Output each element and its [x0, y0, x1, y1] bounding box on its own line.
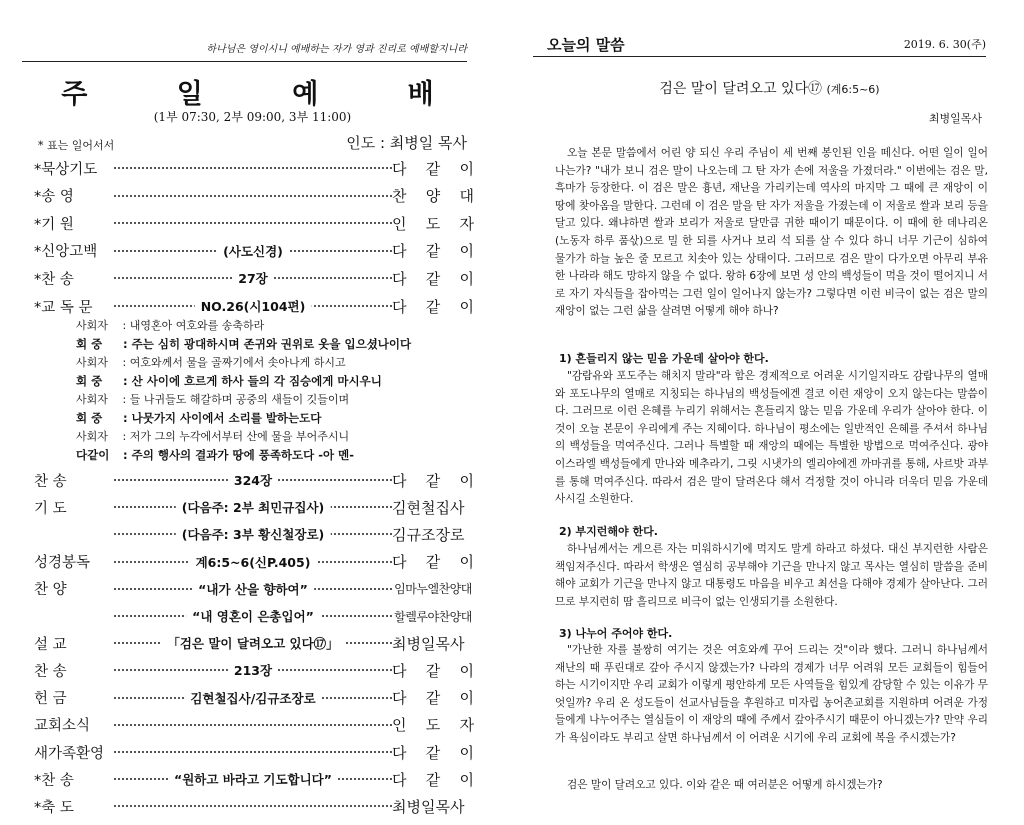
dotted-leader [114, 630, 392, 656]
order-item-participant: 인 도 자 [392, 716, 474, 735]
order-item-detail: 계6:5~6(신P.405) [190, 553, 317, 571]
order-item [34, 549, 474, 575]
dotted-leader [114, 549, 392, 575]
dotted-leader [114, 293, 392, 319]
separator: : [119, 373, 132, 388]
dotted-leader [114, 576, 392, 602]
separator: : [119, 319, 130, 332]
sermon-title-text: 검은 말이 달려오고 있다⑰ [659, 81, 822, 97]
order-item [34, 183, 474, 209]
order-item-participant: 다 같 이 [392, 743, 474, 762]
motto: 하나님은 영이시니 예배하는 자가 영과 진리로 예배할지니라 [22, 40, 467, 62]
responsive-line [76, 428, 476, 447]
order-item-detail: NO.26(시104편) [195, 297, 312, 315]
responsive-line [76, 391, 476, 410]
point-text: "감람유와 포도주는 해치지 말라"라 함은 경제적으로 어려운 시기일지라도 감람나무의 열매와 포도나무의 열매로 지칭되는 하나님의 백성들에겐 결코 이런 재앙이 오지 않는다는 말씀이다. 그러므로 이런 은혜를 누리기 위해서는 흔들리지 않는 믿음 가운데 우리가 살아야 한다. 이것이 오늘 본문이 우리에게 주는 지혜이다. 하나님이 평소에는 일반적인 은혜를 주셔서 하나님의 백성들을 먹여주신다. 그러나 특별할 때 재앙의 때에는 특별한 방법으로 먹여주신다. 광야 이스라엘 백성들에게 만나와 메추라기, 그릿 시냇가의 엘리야에겐 까마귀를 통해, 사르밧 과부를 통해 먹여주신다. 따라서 검은 말이 달려온다 해서 걱정할 것이 아니라 더욱더 믿음 가운데 사시길 소원한다. [555, 370, 988, 506]
responsive-text: 저가 그의 누각에서부터 산에 물을 부어주시니 [129, 430, 350, 443]
separator: : [119, 410, 132, 425]
dotted-leader [114, 766, 392, 792]
order-item [34, 685, 474, 711]
order-item-label: 새가족환영 [34, 745, 105, 762]
point-text: 하나님께서는 게으른 자는 미워하시기에 먹지도 말게 하라고 하셨다. 대신 부지런한 사람은 책임져주신다. 따라서 학생은 열심히 공부해야 기근을 만나지 않고 목사는 열심히 말씀을 준비해야 교회가 기근을 만나지 않고 대통령도 마음을 비우고 최선을 다해야 경제가 살아난다. 그러므로 부지런히 땀 흘리므로 비극이 없는 인생되기를 소원한다. [555, 543, 988, 608]
order-item-label: *교 독 문 [34, 299, 93, 316]
order-item-detail: (다음주: 2부 최민규집사) [176, 498, 331, 516]
order-item-label: 성경봉독 [34, 555, 91, 572]
responsive-line [76, 354, 476, 373]
order-item [34, 467, 474, 493]
order-item [34, 494, 474, 520]
order-item-label: 헌 금 [34, 691, 67, 708]
service-times: (1부 07:30, 2부 09:00, 3부 11:00) [153, 110, 352, 124]
order-item-participant: 다 같 이 [392, 242, 474, 261]
order-item [34, 265, 474, 291]
order-item [34, 293, 474, 319]
dotted-leader [114, 712, 392, 738]
dotted-leader [114, 685, 392, 711]
sermon-header [533, 34, 986, 57]
page-title: 주 일 예 배 [61, 79, 474, 110]
dotted-leader [114, 657, 392, 683]
dotted-leader [114, 494, 392, 520]
order-item-participant: 다 같 이 [392, 297, 474, 316]
order-item-detail: (다음주: 3부 황신철장로) [176, 525, 331, 543]
order-item [34, 766, 474, 792]
order-item-label: *찬 송 [34, 271, 74, 288]
order-item-participant: 임마누엘찬양대 [394, 582, 472, 597]
responsive-line [76, 336, 476, 355]
order-item [34, 210, 474, 236]
order-item-detail: 김현철집사/김규조장로 [184, 689, 321, 707]
order-item-label: 교회소식 [34, 718, 91, 735]
sermon-reference: (계6:5~6) [826, 83, 880, 96]
order-item-participant: 다 같 이 [392, 553, 474, 572]
dotted-leader [114, 155, 392, 181]
dotted-leader [114, 739, 392, 765]
sermon-preacher: 최병일목사 [928, 112, 982, 125]
order-item [34, 712, 474, 738]
order-item-participant: 김규조장로 [392, 525, 465, 544]
order-item-participant: 다 같 이 [392, 661, 474, 680]
responsive-speaker: 사회자 [76, 430, 108, 443]
order-item-label: *묵상기도 [34, 161, 98, 178]
dotted-leader [114, 265, 392, 291]
order-item-label: 찬 송 [34, 473, 67, 490]
order-item-detail: 213장 [228, 661, 278, 679]
responsive-line [76, 410, 476, 429]
order-item-participant: 찬 양 대 [392, 187, 474, 206]
order-item [34, 603, 474, 629]
order-item [34, 576, 474, 602]
point-heading: 1) 흔들리지 않는 믿음 가운데 살아야 한다. [559, 352, 769, 365]
order-item-participant: 최병일목사 [392, 634, 465, 653]
sermon-date: 2019. 6. 30(주) [903, 38, 986, 51]
dotted-leader [114, 467, 392, 493]
order-item-label: *찬 송 [34, 772, 74, 789]
responsive-text: 주는 심히 광대하시며 존귀와 권위로 옷을 입으셨나이다 [131, 336, 412, 351]
separator: : [119, 393, 130, 406]
responsive-speaker: 회 중 [76, 336, 103, 351]
order-item-participant: 최병일목사 [392, 797, 465, 816]
sermon-title [515, 78, 1024, 98]
responsive-speaker: 회 중 [76, 410, 103, 425]
dotted-leader [114, 521, 392, 547]
order-item-participant: 김현철집사 [392, 498, 465, 517]
responsive-text: 산 사이에 흐르게 하사 들의 각 짐승에게 마시우니 [131, 373, 382, 388]
order-item-participant: 다 같 이 [392, 159, 474, 178]
order-item [34, 657, 474, 683]
order-item-participant: 다 같 이 [392, 770, 474, 789]
responsive-speaker: 사회자 [76, 319, 108, 332]
responsive-reading [76, 317, 476, 465]
dotted-leader [114, 183, 392, 209]
order-item [34, 521, 474, 547]
responsive-line [76, 373, 476, 392]
sermon-intro: 오늘 본문 말씀에서 어린 양 되신 우리 주님이 세 번째 봉인된 인을 떼신다. 어떤 일이 일어나는가? "내가 보니 검은 말이 나오는데 그 탄 자가 손에 저울을 가졌더라." 이번에는 검은 말, 흑마가 등장한다. 이 검은 말은 흉년, 재난을 가리키는데 역사의 마지막 그 때에 큰 재앙이 이 땅에 찾아옴을 말한다. 그런데 이 검은 말을 탄 자가 저울을 가졌는데 이 저울로 쌀과 보리 등을 달고 있다. 왜냐하면 쌀과 보리가 저울로 달만큼 귀한 때이기 때문이다. 이 때에 한 데나리온(노동자 하루 품삯)으로 밀 한 되를 사거나 보리 석 되를 살 수 있다 하니 너무 기근이 심하여 물가가 하늘 높은 줄 모르고 치솟아 있는 상태이다. 그러므로 검은 말이 다가오면 아무리 부유한 나라라 해도 망하지 않을 수 없다. 왕하 6장에 보면 성 안의 백성들이 먹을 것이 떨어지니 서로 자기 자식들을 잡아먹는 그런 일이 일어나지 않는가? 그렇다면 이런 비극이 없는 검은 말의 재앙이 없는 그런 삶을 살려면 어떻게 해야 하나? [555, 147, 988, 318]
responsive-line [76, 447, 476, 466]
bulletin-page [0, 0, 505, 825]
order-item-label: 설 교 [34, 636, 67, 653]
order-item-participant: 다 같 이 [392, 471, 474, 490]
order-item-label: *신앙고백 [34, 244, 98, 261]
separator: : [119, 356, 130, 369]
stand-note: * 표는 일어서서 [38, 139, 115, 152]
separator: : [119, 447, 132, 462]
order-item-detail: “내 영혼이 은총입어” [186, 607, 320, 625]
separator: : [119, 430, 130, 443]
responsive-text: 내영혼아 여호와를 송축하라 [129, 319, 265, 332]
order-item-detail: 324장 [228, 471, 278, 489]
point-heading: 3) 나누어 주어야 한다. [559, 627, 673, 640]
order-item-label: 기 도 [34, 500, 67, 517]
responsive-speaker: 사회자 [76, 393, 108, 406]
order-item-detail: (사도신경) [217, 242, 289, 260]
sermon-closing: 검은 말이 달려오고 있다. 이와 같은 때 여러분은 어떻게 하시겠는가? [567, 779, 883, 791]
point-heading: 2) 부지런해야 한다. [559, 525, 658, 538]
order-item-label: *축 도 [34, 799, 74, 816]
responsive-line [76, 317, 476, 336]
order-item-detail: “원하고 바라고 기도합니다” [168, 770, 338, 788]
responsive-text: 여호와께서 물을 골짜기에서 솟아나게 하시고 [129, 356, 346, 369]
leader: 인도 : 최병일 목사 [346, 134, 467, 152]
order-item-detail: “내가 산을 향하여” [192, 580, 314, 598]
dotted-leader [114, 238, 392, 264]
order-item [34, 630, 474, 656]
order-item-participant: 인 도 자 [392, 214, 474, 233]
responsive-speaker: 회 중 [76, 373, 103, 388]
order-item [34, 238, 474, 264]
order-item-participant: 다 같 이 [392, 689, 474, 708]
responsive-text: 나뭇가지 사이에서 소리를 발하는도다 [131, 410, 322, 425]
separator: : [119, 336, 132, 351]
sermon-page [515, 0, 1024, 825]
responsive-speaker: 다같이 [76, 447, 110, 462]
order-item [34, 739, 474, 765]
order-item-participant: 할렐루야찬양대 [394, 609, 472, 624]
responsive-speaker: 사회자 [76, 356, 108, 369]
dotted-leader [114, 603, 392, 629]
order-item-label: 찬 양 [34, 582, 67, 599]
dotted-leader [114, 793, 392, 819]
sermon-header-title: 오늘의 말씀 [547, 36, 625, 54]
order-item-label: *송 영 [34, 189, 74, 206]
order-item-detail: 「검은 말이 달려오고 있다⑰」 [161, 634, 344, 652]
order-item-label: *기 원 [34, 216, 74, 233]
order-item-detail: 27장 [232, 269, 273, 287]
order-item-participant: 다 같 이 [392, 269, 474, 288]
responsive-text: 들 나귀들도 해갈하며 공중의 새들이 깃들이며 [129, 393, 350, 406]
order-item-label: 찬 송 [34, 663, 67, 680]
order-item [34, 155, 474, 181]
responsive-text: 주의 행사의 결과가 땅에 풍족하도다 -아 멘- [131, 447, 355, 462]
order-item [34, 793, 474, 819]
dotted-leader [114, 210, 392, 236]
point-text: "가난한 자를 불쌍히 여기는 것은 여호와께 꾸어 드리는 것"이라 했다. 그러니 하나님께서 재난의 때 푸린대로 갚아 주시지 않겠는가? 나라의 경제가 너무 어려워 모든 교회들이 힘들어하는 시기이지만 우리 교회가 이렇게 평안하게 모든 사역들을 힘있게 감당할 수 있는 이유가 무엇일까? 우리 온 성도들이 선교사님들을 후원하고 미자립 농어촌교회를 지원하며 어려운 가정들에게 나누어주는 열심들이 이 재앙의 때에 주께서 갚아주시기 때문이 아니겠는가? 만약 우리가 욕심이라도 부리고 살면 하나님께서 이 어려운 시기에 우리 교회에 복을 주시겠는가? [555, 644, 988, 744]
